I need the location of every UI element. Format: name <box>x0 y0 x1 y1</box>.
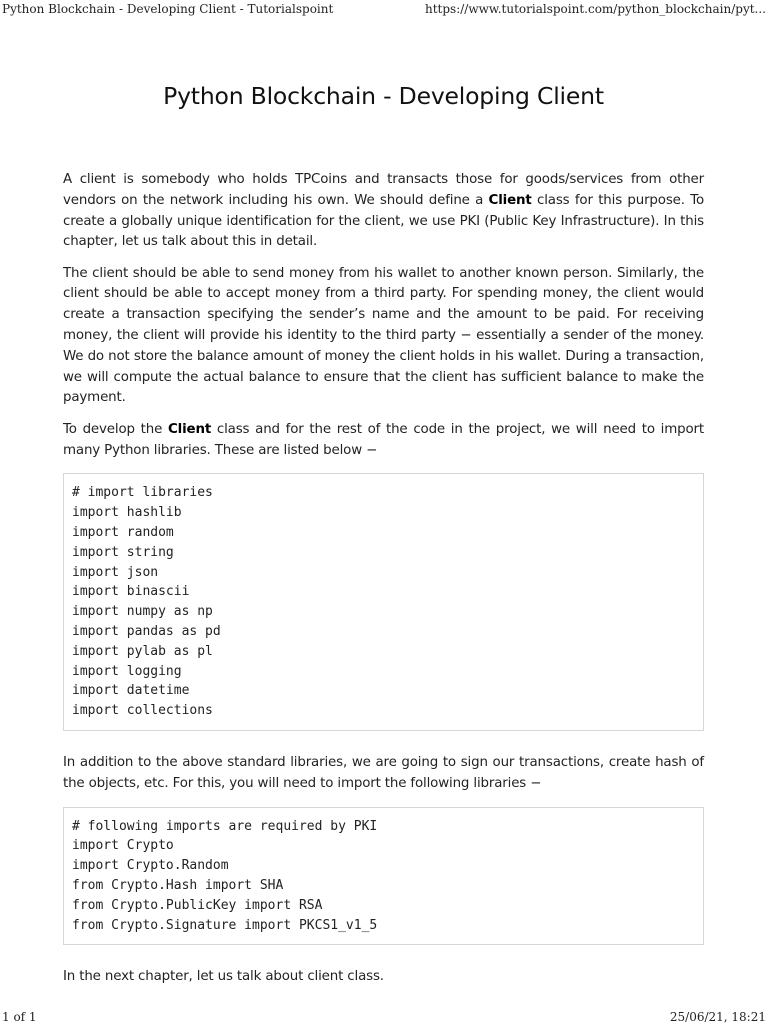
code-line: import pylab as pl <box>72 643 213 659</box>
code-block-pki-imports <box>63 807 704 946</box>
code-line: import hashlib <box>72 505 182 521</box>
imports-intro-paragraph: To develop the Client class and for the rest of the code in the project, we will need to import many Python libraries. These are listed below − <box>63 421 704 458</box>
print-header-title: Python Blockchain - Developing Client - Tutorialspoint <box>2 2 334 16</box>
code-line: import numpy as np <box>72 604 213 620</box>
page-title: Python Blockchain - Developing Client <box>163 82 604 110</box>
code-line: # import libraries <box>72 485 213 501</box>
code-line: from Crypto.Signature import PKCS1_v1_5 <box>72 917 378 933</box>
code-line: import binascii <box>72 584 190 600</box>
code-line: import string <box>72 544 174 560</box>
pki-imports-paragraph: In addition to the above standard libraries, we are going to sign our transactions, create hash of the objects, etc. For this, you will need to import the following libraries − <box>63 754 704 791</box>
code-line: import Crypto.Random <box>72 858 229 874</box>
client-capabilities-paragraph: The client should be able to send money from his wallet to another known person. Similarly, the client should be able to accept money from a third party. For spending money, the client would create a transaction specifying the sender’s name and the amount to be paid. For receiving money, the client will provide his identity to the third party − essentially a sender of the money. We do not store the balance amount of money the client holds in his wallet. During a transaction, we will compute the actual balance to ensure that the client has sufficient balance to make the payment. <box>63 265 704 406</box>
print-header <box>0 0 768 18</box>
print-footer <box>0 1008 768 1026</box>
client-keyword: Client <box>167 421 212 437</box>
article <box>63 78 704 999</box>
code-line: import json <box>72 564 159 580</box>
code-line: # following imports are required by PKI <box>72 818 378 834</box>
code-line: import collections <box>72 703 213 719</box>
code-line: import Crypto <box>72 838 174 854</box>
client-keyword: Client <box>488 192 532 208</box>
page-indicator: 1 of 1 <box>2 1010 37 1024</box>
intro-paragraph: A client is somebody who holds TPCoins and transacts those for goods/services from other vendors on the network including his own. We should define a Client class for this purpose. To create a globally unique identification for the client, we use PKI (Public Key Infrastructure). In this chapter, let us talk about this in detail. <box>63 172 704 250</box>
print-header-url[interactable]: https://www.tutorialspoint.com/python_blockchain/pyt... <box>425 2 766 16</box>
code-line: import datetime <box>72 683 190 699</box>
code-line: from Crypto.Hash import SHA <box>72 877 284 893</box>
code-line: from Crypto.PublicKey import RSA <box>72 897 323 913</box>
code-line: import logging <box>72 663 182 679</box>
code-block-standard-imports <box>63 473 704 731</box>
code-line: import pandas as pd <box>72 623 221 639</box>
next-chapter-paragraph: In the next chapter, let us talk about client class. <box>63 969 384 985</box>
print-timestamp: 25/06/21, 18:21 <box>669 1010 766 1024</box>
code-line: import random <box>72 524 174 540</box>
